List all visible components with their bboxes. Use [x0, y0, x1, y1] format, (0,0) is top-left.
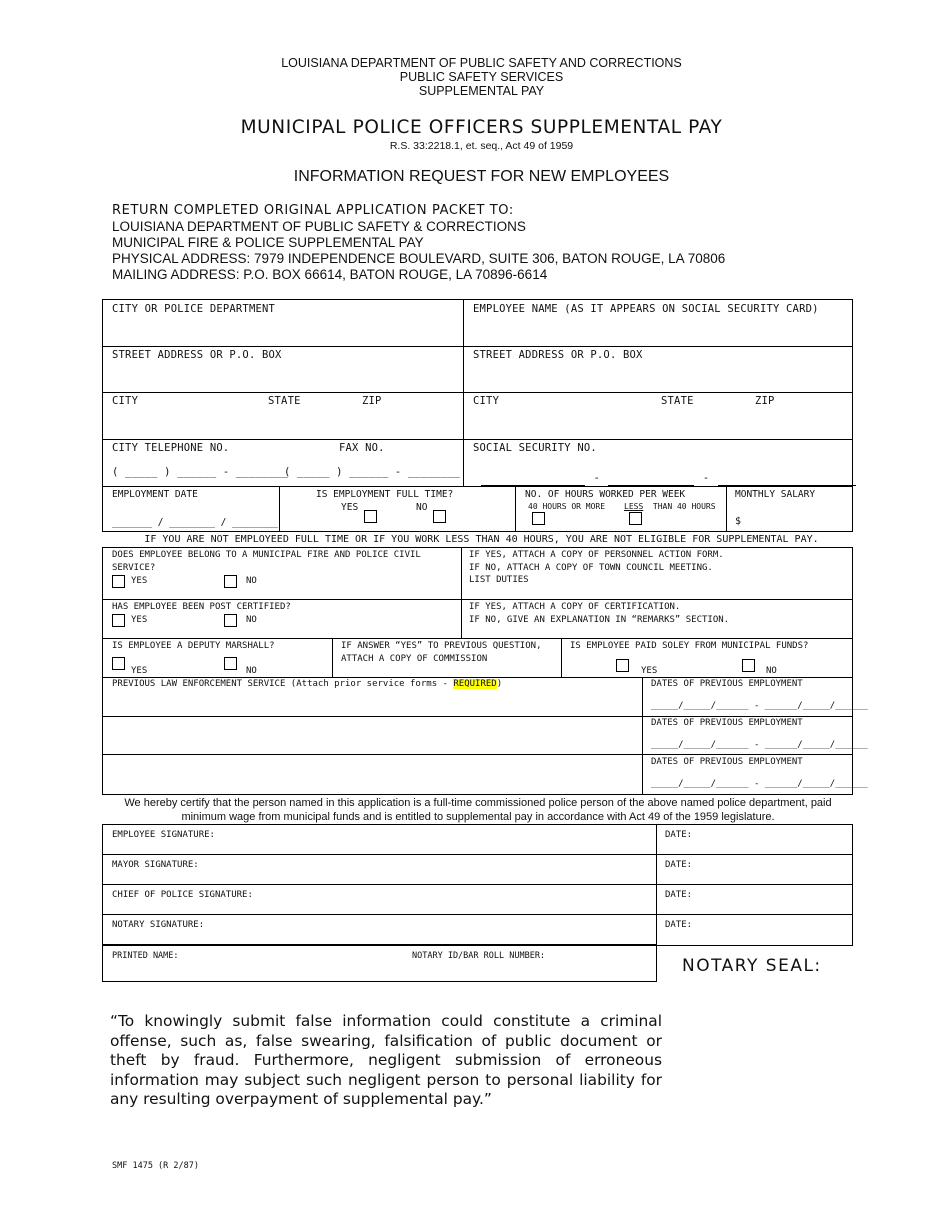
hours-question: NO. OF HOURS WORKED PER WEEK [525, 489, 686, 500]
previous-service-text: PREVIOUS LAW ENFORCEMENT SERVICE (Attach prior service forms - [112, 679, 454, 689]
civil-service-instruction-1: IF YES, ATTACH A COPY OF PERSONNEL ACTION FORM. [469, 550, 724, 560]
civil-service-question-line-1: DOES EMPLOYEE BELONG TO A MUNICIPAL FIRE AND POLICE CIVIL [112, 550, 421, 560]
printed-name-field[interactable]: PRINTED NAME: [112, 951, 179, 961]
deputy-marshall-yes-label: YES [131, 666, 148, 676]
divider [103, 754, 852, 755]
divider [103, 346, 852, 347]
return-line-2: MUNICIPAL FIRE & POLICE SUPPLEMENTAL PAY [112, 235, 424, 250]
monthly-salary-label: MONTHLY SALARY [735, 489, 816, 500]
civil-service-instruction-3: LIST DUTIES [469, 575, 529, 585]
full-time-no-label: NO [416, 502, 428, 513]
hours-less-rest: THAN 40 HOURS [652, 502, 716, 511]
post-certified-yes-checkbox[interactable] [112, 614, 125, 627]
municipal-funds-question: IS EMPLOYEE PAID SOLEY FROM MUNICIPAL FUNDS? [570, 641, 809, 651]
divider [103, 486, 852, 487]
civil-service-instructions [469, 549, 724, 587]
form-number: SMF 1475 (R 2/87) [112, 1161, 199, 1171]
hours-less-label [624, 502, 716, 511]
dates-previous-employment-field[interactable]: _____/_____/______ - ______/_____/______ [651, 701, 868, 711]
dates-previous-employment-field[interactable]: _____/_____/______ - ______/_____/______ [651, 779, 868, 789]
civil-service-instruction-2: IF NO, ATTACH A COPY OF TOWN COUNCIL MEETING. [469, 562, 713, 573]
commission-instructions [341, 640, 541, 665]
employee-signature-field[interactable]: EMPLOYEE SIGNATURE: [112, 830, 215, 840]
divider [515, 486, 516, 531]
employee-name-field[interactable]: EMPLOYEE NAME (AS IT APPEARS ON SOCIAL SECURITY CARD) [473, 303, 819, 315]
department-zip-field[interactable]: ZIP [362, 395, 382, 407]
department-street-field[interactable]: STREET ADDRESS OR P.O. BOX [112, 349, 282, 361]
chief-date-field[interactable]: DATE: [665, 890, 693, 900]
post-certified-instruction-1: IF YES, ATTACH A COPY OF CERTIFICATION. [469, 602, 681, 612]
post-certified-yes-label: YES [131, 615, 148, 625]
full-time-yes-checkbox[interactable] [364, 510, 377, 523]
employment-date-label: EMPLOYMENT DATE [112, 489, 198, 500]
department-state-field[interactable]: STATE [268, 395, 301, 407]
hours-less-40-checkbox[interactable] [629, 512, 642, 525]
commission-instruction-2: ATTACH A COPY OF COMMISSION [341, 653, 488, 664]
post-certified-instruction-2: IF NO, GIVE AN EXPLANATION IN “REMARKS” SECTION. [469, 614, 730, 625]
ssn-dash: - [702, 472, 710, 484]
dates-previous-employment-label: DATES OF PREVIOUS EMPLOYMENT [651, 679, 803, 689]
notary-signature-field[interactable]: NOTARY SIGNATURE: [112, 920, 205, 930]
previous-service-field-3[interactable] [104, 756, 640, 793]
ssn-field[interactable] [481, 468, 856, 486]
dates-previous-employment-label: DATES OF PREVIOUS EMPLOYMENT [651, 757, 803, 767]
notary-name-box [102, 944, 657, 982]
post-certified-question: HAS EMPLOYEE BEEN POST CERTIFIED? [112, 602, 291, 612]
city-police-department-field[interactable]: CITY OR POLICE DEPARTMENT [112, 303, 276, 315]
municipal-funds-yes-label: YES [641, 666, 658, 676]
return-physical-address: PHYSICAL ADDRESS: 7979 INDEPENDENCE BOULEVARD, SUITE 306, BATON ROUGE, LA 70806 [112, 251, 726, 266]
previous-service-field-2[interactable] [104, 718, 640, 753]
divider [103, 914, 852, 915]
divider [726, 486, 727, 531]
divider [103, 392, 852, 393]
full-time-question: IS EMPLOYMENT FULL TIME? [316, 489, 454, 500]
ssn-part-3[interactable] [718, 473, 856, 486]
civil-service-question [112, 549, 421, 574]
municipal-funds-yes-checkbox[interactable] [616, 659, 629, 672]
return-mailing-address: MAILING ADDRESS: P.O. BOX 66614, BATON ROUGE, LA 70896-6614 [112, 267, 548, 282]
post-certified-instructions [469, 601, 729, 626]
certification-statement: We hereby certify that the person named in this application is a full-time commissioned police person of the above named police department, paid minimum wage from municipal funds and is entitled to supplemental pay in accordance with Act 49 of the 1959 legislature. [124, 797, 832, 823]
employee-city-field[interactable]: CITY [473, 395, 500, 407]
chief-signature-field[interactable]: CHIEF OF POLICE SIGNATURE: [112, 890, 253, 900]
post-certified-no-label: NO [246, 615, 257, 625]
employment-date-field[interactable]: _______ / ________ / ________ [112, 517, 278, 528]
return-line-1: LOUISIANA DEPARTMENT OF PUBLIC SAFETY & CORRECTIONS [112, 219, 526, 234]
civil-service-yes-label: YES [131, 576, 148, 586]
monthly-salary-field[interactable]: $ [735, 516, 742, 527]
notary-id-field[interactable]: NOTARY ID/BAR ROLL NUMBER: [412, 951, 546, 961]
dates-previous-employment-label: DATES OF PREVIOUS EMPLOYMENT [651, 718, 803, 728]
dates-previous-employment-field[interactable]: _____/_____/______ - ______/_____/______ [651, 740, 868, 750]
deputy-marshall-yes-checkbox[interactable] [112, 657, 125, 670]
deputy-marshall-question: IS EMPLOYEE A DEPUTY MARSHALL? [112, 641, 275, 651]
mayor-signature-field[interactable]: MAYOR SIGNATURE: [112, 860, 199, 870]
ssn-label: SOCIAL SECURITY NO. [473, 442, 597, 454]
divider [103, 439, 852, 440]
divider [656, 825, 657, 945]
notary-seal-label: NOTARY SEAL: [682, 956, 822, 976]
civil-service-question-line-2: SERVICE? [112, 562, 156, 573]
form-subtitle: INFORMATION REQUEST FOR NEW EMPLOYEES [293, 168, 670, 185]
agency-name: LOUISIANA DEPARTMENT OF PUBLIC SAFETY AND CORRECTIONS [281, 56, 682, 70]
divider [561, 638, 562, 677]
program-name: SUPPLEMENTAL PAY [418, 84, 545, 98]
ssn-part-1[interactable] [481, 473, 585, 486]
commission-instruction-1: IF ANSWER “YES” TO PREVIOUS QUESTION, [341, 641, 542, 651]
required-highlight: REQUIRED [453, 679, 497, 689]
fax-label: FAX NO. [339, 442, 385, 454]
divider [103, 854, 852, 855]
hours-40-more-label: 40 HOURS OR MORE [528, 502, 606, 511]
civil-service-no-checkbox[interactable] [224, 575, 237, 588]
hours-40-more-checkbox[interactable] [532, 512, 545, 525]
ssn-part-2[interactable] [608, 473, 694, 486]
department-city-field[interactable]: CITY [112, 395, 139, 407]
divider [463, 300, 464, 486]
previous-service-label [112, 678, 502, 691]
city-telephone-label: CITY TELEPHONE NO. [112, 442, 230, 454]
division-name: PUBLIC SAFETY SERVICES [399, 70, 564, 84]
full-time-yes-label: YES [341, 502, 359, 513]
page-title: MUNICIPAL POLICE OFFICERS SUPPLEMENTAL PAY [240, 117, 723, 138]
eligibility-notice: IF YOU ARE NOT EMPLOYEED FULL TIME OR IF YOU WORK LESS THAN 40 HOURS, YOU ARE NOT ELIGIBLE FOR SUPPLEMENTAL PAY. [144, 534, 819, 545]
statute-reference: R.S. 33:2218.1, et. seq., Act 49 of 1959 [389, 140, 574, 152]
divider [103, 599, 852, 600]
previous-service-field-1[interactable] [104, 692, 640, 715]
post-certified-no-checkbox[interactable] [224, 614, 237, 627]
civil-service-no-label: NO [246, 576, 257, 586]
full-time-no-checkbox[interactable] [433, 510, 446, 523]
false-information-warning: “To knowingly submit false information could constitute a criminal offense, such as, false swearing, falsification of public document or theft by fraud. Furthermore, negligent submission of erroneous information may subject such negligent person to personal liability for any resulting overpayment of supplemental pay.” [110, 1012, 662, 1108]
divider [103, 638, 852, 639]
municipal-funds-no-label: NO [766, 666, 777, 676]
divider [461, 548, 462, 638]
mayor-date-field[interactable]: DATE: [665, 860, 693, 870]
divider [642, 677, 643, 794]
notary-date-field[interactable]: DATE: [665, 920, 693, 930]
city-telephone-field[interactable]: ( _____ ) ______ - ________ [112, 466, 289, 478]
divider [103, 884, 852, 885]
fax-field[interactable]: ( _____ ) ______ - ________ [284, 466, 461, 478]
signature-section [102, 824, 853, 946]
employee-zip-field[interactable]: ZIP [755, 395, 775, 407]
hours-less-word: LESS [624, 502, 644, 511]
employee-state-field[interactable]: STATE [661, 395, 694, 407]
deputy-marshall-no-label: NO [246, 666, 257, 676]
return-caption: RETURN COMPLETED ORIGINAL APPLICATION PACKET TO: [112, 203, 514, 218]
deputy-marshall-no-checkbox[interactable] [224, 657, 237, 670]
municipal-funds-no-checkbox[interactable] [742, 659, 755, 672]
employee-street-field[interactable]: STREET ADDRESS OR P.O. BOX [473, 349, 643, 361]
employee-date-field[interactable]: DATE: [665, 830, 693, 840]
divider [332, 638, 333, 677]
return-address-block [112, 203, 725, 283]
previous-service-close: ) [496, 679, 503, 689]
ssn-dash: - [593, 472, 600, 484]
divider [279, 486, 280, 531]
civil-service-yes-checkbox[interactable] [112, 575, 125, 588]
